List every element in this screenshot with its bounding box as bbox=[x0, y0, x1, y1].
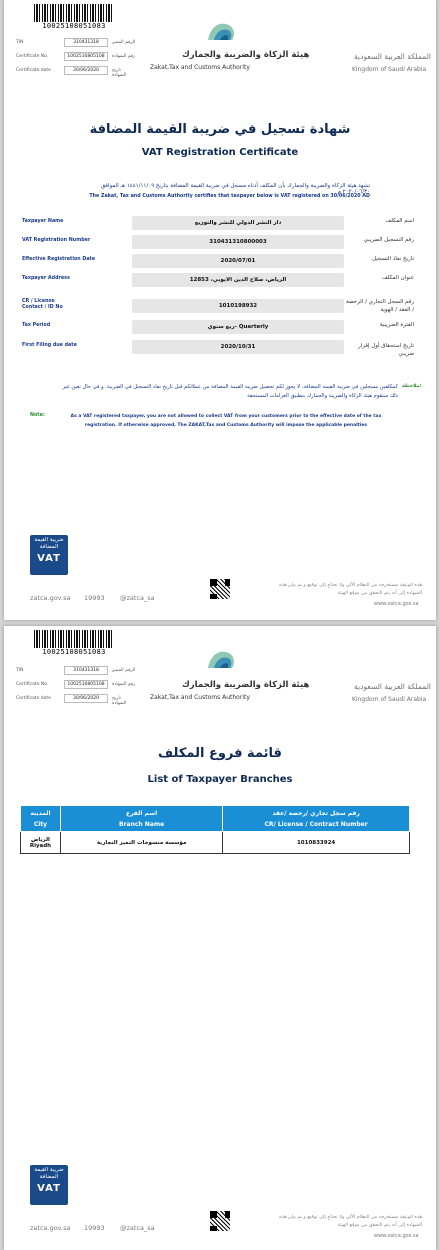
meta-label: Certificate No. bbox=[16, 682, 49, 687]
field-label: CR / License bbox=[22, 299, 55, 304]
certify-text-ar: تشهد هيئة الزكاة والضريبة والجمارك بأن المكلف أدناه مسجل في ضريبة القيمة المضافة بتاريخ ١٤٤١/١١/٠٩ هـ الموافق ٢٠٢٠/٠٦/٣٠ م bbox=[100, 183, 370, 195]
meta-row-cert-date bbox=[16, 694, 136, 704]
title-en: VAT Registration Certificate bbox=[141, 147, 299, 158]
field-label-ar: تاريخ نفاذ التسجيل bbox=[371, 256, 414, 262]
vat-logo-text-ar: ضريبة القيمة المضافة bbox=[34, 537, 64, 550]
header-en: City bbox=[33, 820, 48, 828]
branches-page bbox=[4, 626, 436, 1250]
field-value: 310431310800003 bbox=[132, 235, 344, 249]
meta-value: 310431318 bbox=[64, 666, 108, 675]
note-text-ar: كمكلفين مسجلين في ضريبة القيمة المضافة، لا يجوز لكم تحصيل ضريبة القيمة المضافة من عملائكم قبل تاريخ نفاذ التسجيل في الضريبة. و في حال تعين غير ذلك ستقوم هيئة الزكاة والضريبة والجمارك بتطبيق الغرامات المستحقة bbox=[62, 384, 398, 399]
field-value: دار النشر الدولي للنشر والتوزيع bbox=[132, 216, 344, 230]
field-label-2: Contact / ID No bbox=[22, 305, 63, 310]
meta-row-cert-date bbox=[16, 66, 136, 76]
field-label: VAT Registration Number bbox=[22, 238, 91, 243]
field-value: ربع سنوي- Quarterly bbox=[132, 320, 344, 334]
header-ar: المدينة bbox=[30, 809, 51, 817]
footer-website[interactable]: zatca.gov.sa bbox=[30, 594, 71, 602]
field-label: First Filing due date bbox=[22, 343, 77, 348]
zatca-logo bbox=[204, 18, 240, 46]
field-value: 1010198932 bbox=[132, 299, 344, 313]
meta-label: Certificate date bbox=[16, 696, 51, 701]
field-label-ar: الفترة الضريبية bbox=[379, 322, 414, 328]
vat-logo bbox=[30, 1165, 68, 1205]
table-row bbox=[21, 832, 410, 854]
field-label-ar: رقم السجل التجاري / الرخصة / العقد / الهوية bbox=[345, 299, 414, 313]
field-label-ar: رقم التسجيل الضريبي bbox=[363, 237, 414, 243]
meta-label: Certificate No. bbox=[16, 54, 49, 59]
authority-name-en: Zakat,Tax and Customs Authority bbox=[150, 64, 250, 71]
field-label-ar: عنوان المكلف bbox=[381, 275, 414, 281]
qr-code bbox=[209, 578, 231, 600]
authority-name-ar: هيئة الزكاة والضريبة والجمارك bbox=[182, 50, 310, 60]
field-label: Taxpayer Name bbox=[22, 219, 64, 224]
footer-phone: 19993 bbox=[84, 594, 105, 602]
meta-value: 310431318 bbox=[64, 38, 108, 47]
footer-url[interactable]: www.zatca.gov.sa bbox=[374, 601, 419, 607]
meta-row-cert-no bbox=[16, 52, 136, 62]
cell-city bbox=[21, 832, 61, 854]
field-value: 2020/10/31 bbox=[132, 340, 344, 354]
note-label-ar: ملاحظة: bbox=[402, 384, 422, 389]
field-taxpayer-name bbox=[22, 216, 422, 230]
branches-title-en: List of Taxpayer Branches bbox=[147, 774, 293, 785]
ksa-name-ar: المملكة العربية السعودية bbox=[354, 52, 431, 61]
vat-logo-text-ar: ضريبة القيمة المضافة bbox=[34, 1167, 64, 1180]
footer-phone: 19993 bbox=[84, 1224, 105, 1232]
footer-disclaimer-ar: هذه الوثيقة مستخرجة من النظام الآلي ولا تحتاج إلى توقيع و تم بيان هذه الشهادة إلى أنه يتم التحقق من موقع الهيئة bbox=[279, 1215, 422, 1228]
header-ar: اسم الفرع bbox=[125, 809, 158, 817]
field-label: Effective Registration Date bbox=[22, 257, 96, 262]
cell-cr-number: 1010833924 bbox=[223, 832, 410, 854]
field-first-filing bbox=[22, 340, 422, 356]
barcode-number: 10025108051083 bbox=[34, 22, 114, 30]
zatca-logo bbox=[204, 646, 240, 674]
barcode-number: 10025108051083 bbox=[34, 648, 114, 656]
footer-url[interactable]: www.zatca.gov.sa bbox=[374, 1233, 419, 1239]
header-en: Branch Name bbox=[119, 820, 165, 828]
field-label: Tax Period bbox=[22, 323, 51, 328]
header-branch-name bbox=[60, 806, 222, 832]
meta-value: 1002510805108 bbox=[64, 680, 108, 689]
field-value: 2020/07/01 bbox=[132, 254, 344, 268]
meta-label-ar: تاريخ الشهادة bbox=[112, 696, 127, 706]
note-label-en: Note: bbox=[30, 413, 45, 418]
certify-text-en: The Zakat, Tax and Customs Authority certifies that taxpayer below is VAT registered on 30/06/2020 AD bbox=[89, 194, 370, 199]
meta-label: TIN bbox=[16, 40, 24, 45]
ksa-name-en: Kingdom of Saudi Arabia bbox=[352, 696, 427, 703]
certificate-page bbox=[4, 0, 436, 620]
meta-value: 30/06/2020 bbox=[64, 66, 108, 75]
meta-label-ar: الرقم المميز bbox=[112, 40, 136, 45]
field-cr-license bbox=[22, 296, 422, 316]
header-cr-number bbox=[223, 806, 410, 832]
ksa-name-en: Kingdom of Saudi Arabia bbox=[352, 66, 427, 73]
meta-label-ar: الرقم المميز bbox=[112, 668, 136, 673]
ksa-name-ar: المملكة العربية السعودية bbox=[354, 682, 431, 691]
qr-code bbox=[209, 1210, 231, 1232]
field-value: الرياض، صلاح الدين الايوبي، 12853 bbox=[132, 273, 344, 287]
meta-row-tin bbox=[16, 38, 136, 48]
field-label-ar: اسم المكلف bbox=[385, 218, 414, 224]
meta-row-cert-no bbox=[16, 680, 136, 690]
footer-handle[interactable]: @zatca_sa bbox=[120, 1224, 155, 1232]
authority-name-en: Zakat,Tax and Customs Authority bbox=[150, 694, 250, 701]
header-en: CR/ License / Contract Number bbox=[264, 820, 368, 828]
meta-label: Certificate date bbox=[16, 68, 51, 73]
branches-title-ar: قائمة فروع المكلف bbox=[158, 746, 282, 761]
field-tax-period bbox=[22, 320, 422, 334]
field-effective-date bbox=[22, 254, 422, 268]
field-label: Taxpayer Address bbox=[22, 276, 70, 281]
note-text-en: As a VAT registered taxpayer, you are not allowed to collect VAT from your customers prior to the effective date of the tax registration. If otherwise approved, The ZAKAT,Tax and Customs Authority will impose the applicable penalties bbox=[70, 414, 382, 428]
field-address bbox=[22, 273, 422, 287]
meta-label-ar: تاريخ الشهادة bbox=[112, 68, 127, 78]
city-en: Riyadh bbox=[29, 842, 52, 849]
branches-table bbox=[20, 805, 410, 854]
city-ar: الرياض bbox=[31, 836, 50, 843]
field-vat-number bbox=[22, 235, 422, 249]
meta-label-ar: رقم الشهادة bbox=[112, 54, 136, 59]
footer-disclaimer-ar: هذه الوثيقة مستخرجة من النظام الآلي ولا تحتاج إلى توقيع و تم بيان هذه الشهادة إلى أنه يتم التحقق من موقع الهيئة bbox=[279, 583, 422, 596]
table-header-row bbox=[21, 806, 410, 832]
footer-handle[interactable]: @zatca_sa bbox=[120, 594, 155, 602]
meta-value: 30/06/2020 bbox=[64, 694, 108, 703]
header-city bbox=[21, 806, 61, 832]
meta-value: 1002510805108 bbox=[64, 52, 108, 61]
vat-logo-text-en: VAT bbox=[30, 553, 68, 564]
meta-label-ar: رقم الشهادة bbox=[112, 682, 136, 687]
title-ar: شهادة تسجيل في ضريبة القيمة المضافة bbox=[89, 122, 351, 137]
field-label-ar: تاريخ استحقاق أول إقرار ضريبي bbox=[358, 343, 414, 357]
cell-branch-name: مؤسسة منسوجات التميز التجارية bbox=[60, 832, 222, 854]
vat-logo bbox=[30, 535, 68, 575]
header-ar: رقم سجل تجاري /رخصة /عقد bbox=[272, 809, 360, 817]
meta-label: TIN bbox=[16, 668, 24, 673]
meta-row-tin bbox=[16, 666, 136, 676]
authority-name-ar: هيئة الزكاة والضريبة والجمارك bbox=[182, 680, 310, 690]
vat-logo-text-en: VAT bbox=[30, 1183, 68, 1194]
footer-website[interactable]: zatca.gov.sa bbox=[30, 1224, 71, 1232]
